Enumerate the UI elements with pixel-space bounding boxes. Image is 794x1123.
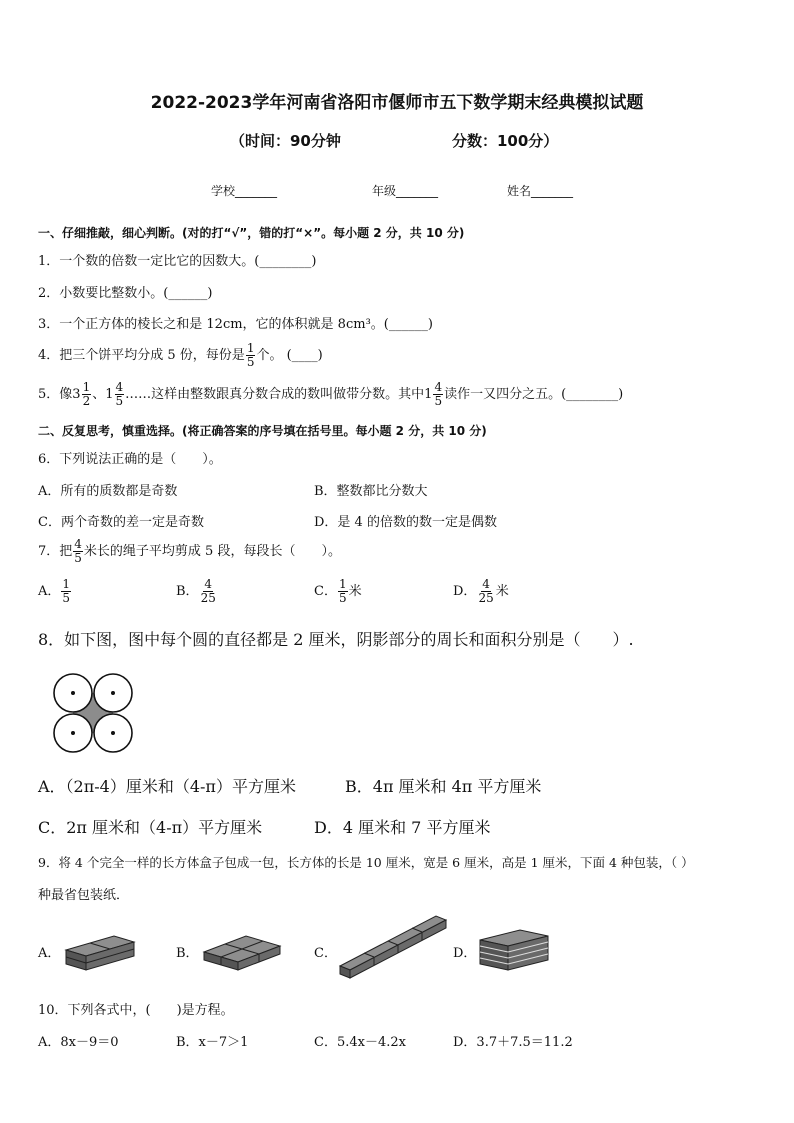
exam-time: （时间：90分钟 [230, 132, 341, 150]
q10-option-a: A．8x－9＝0 [38, 1035, 119, 1050]
question-8: 8．如下图，图中每个圆的直径都是 2 厘米，阴影部分的周长和面积分别是（ ）. [38, 630, 634, 649]
question-4-tail: 个。 (____) [256, 348, 323, 363]
question-5: 5．像3 $\frac{1}{2}$ 、1 $\frac{4}{5}$ ……这样由整数跟真分数合成的数叫做带分数。其中1 $\frac{4}{5}$ 读作一又四分之五。(________) [38, 380, 624, 408]
fraction: $\frac{1}{5}$ [338, 577, 347, 605]
q9-option-d-label: D． [453, 946, 477, 961]
grade-field: 年级_______ [372, 184, 439, 198]
question-4-text: 4．把三个饼平均分成 5 份，每份是 [38, 348, 245, 363]
exam-title: 2022-2023学年河南省洛阳市偃师市五下数学期末经典模拟试题 [150, 93, 644, 113]
section2-heading: 二、反复思考，慎重选择。(将正确答案的序号填在括号里。每小题 2 分，共 10 分) [38, 424, 487, 438]
question-9-line2: 种最省包装纸． [38, 888, 130, 903]
question-3: 3．一个正方体的棱长之和是 12cm，它的体积就是 8cm³。(______) [38, 317, 433, 332]
section1-heading: 一、仔细推敲，细心判断。(对的打“√”，错的打“×”。每小题 2 分，共 10 分) [38, 226, 465, 240]
q9-option-b-label: B． [176, 946, 199, 961]
box-package-b-icon [200, 922, 285, 974]
q7-option-d: D． $\frac{4}{25}$ 米 [453, 577, 509, 605]
q10-option-d: D．3.7＋7.5＝11.2 [453, 1035, 573, 1050]
box-package-d-icon [476, 922, 552, 974]
four-circles-figure [52, 672, 134, 754]
q10-option-c: C．5.4x－4.2x [314, 1035, 406, 1050]
question-2: 2．小数要比整数小。(______) [38, 286, 213, 301]
fraction: $\frac{1}{2}$ [82, 380, 91, 408]
q10-option-b: B．x－7＞1 [176, 1035, 249, 1050]
q6-option-a: A．所有的质数都是奇数 [38, 484, 178, 499]
name-field: 姓名_______ [507, 184, 574, 198]
q9-option-a-label: A． [38, 946, 61, 961]
q7-option-b: B． $\frac{4}{25}$ [176, 577, 216, 605]
q6-option-d: D．是 4 的倍数的数一定是偶数 [314, 515, 497, 530]
q8-option-b: B．4π 厘米和 4π 平方厘米 [345, 777, 542, 796]
fraction: $\frac{4}{25}$ [200, 577, 216, 605]
q8-option-a: A．（2π-4）厘米和（4-π）平方厘米 [38, 777, 296, 796]
q6-option-c: C．两个奇数的差一定是奇数 [38, 515, 204, 530]
school-field: 学校_______ [211, 184, 278, 198]
question-9-line1: 9．将 4 个完全一样的长方体盒子包成一包，长方体的长是 10 厘米，宽是 6 厘米，高是 1 厘米，下面 4 种包装，（ ） [38, 855, 694, 870]
question-10: 10．下列各式中，( )是方程。 [38, 1003, 234, 1018]
fraction: $\frac{4}{5}$ [115, 380, 124, 408]
fraction: $\frac{4}{5}$ [434, 380, 443, 408]
exam-score: 分数：100分） [452, 132, 559, 150]
fraction: $\frac{1}{5}$ [246, 341, 255, 369]
q8-option-c: C．2π 厘米和（4-π）平方厘米 [38, 818, 263, 837]
q7-option-a: A． $\frac{1}{5}$ [38, 577, 71, 605]
fraction: $\frac{1}{5}$ [62, 577, 71, 605]
q7-option-c: C． $\frac{1}{5}$ 米 [314, 577, 362, 605]
fraction: $\frac{4}{25}$ [478, 577, 494, 605]
q6-option-b: B．整数都比分数大 [314, 484, 428, 499]
q9-option-c-label: C． [314, 946, 337, 961]
box-package-a-icon [62, 922, 137, 974]
question-6: 6．下列说法正确的是（ ）。 [38, 452, 222, 467]
fraction: $\frac{4}{5}$ [74, 537, 82, 565]
question-7: 7．把 $\frac{4}{5}$ 米长的绳子平均剪成 5 段，每段长（ ）。 [38, 537, 341, 565]
q8-option-d: D．4 厘米和 7 平方厘米 [314, 818, 491, 837]
question-4 [38, 342, 323, 369]
box-package-c-icon [336, 910, 451, 986]
question-1: 1．一个数的倍数一定比它的因数大。(________) [38, 254, 317, 269]
